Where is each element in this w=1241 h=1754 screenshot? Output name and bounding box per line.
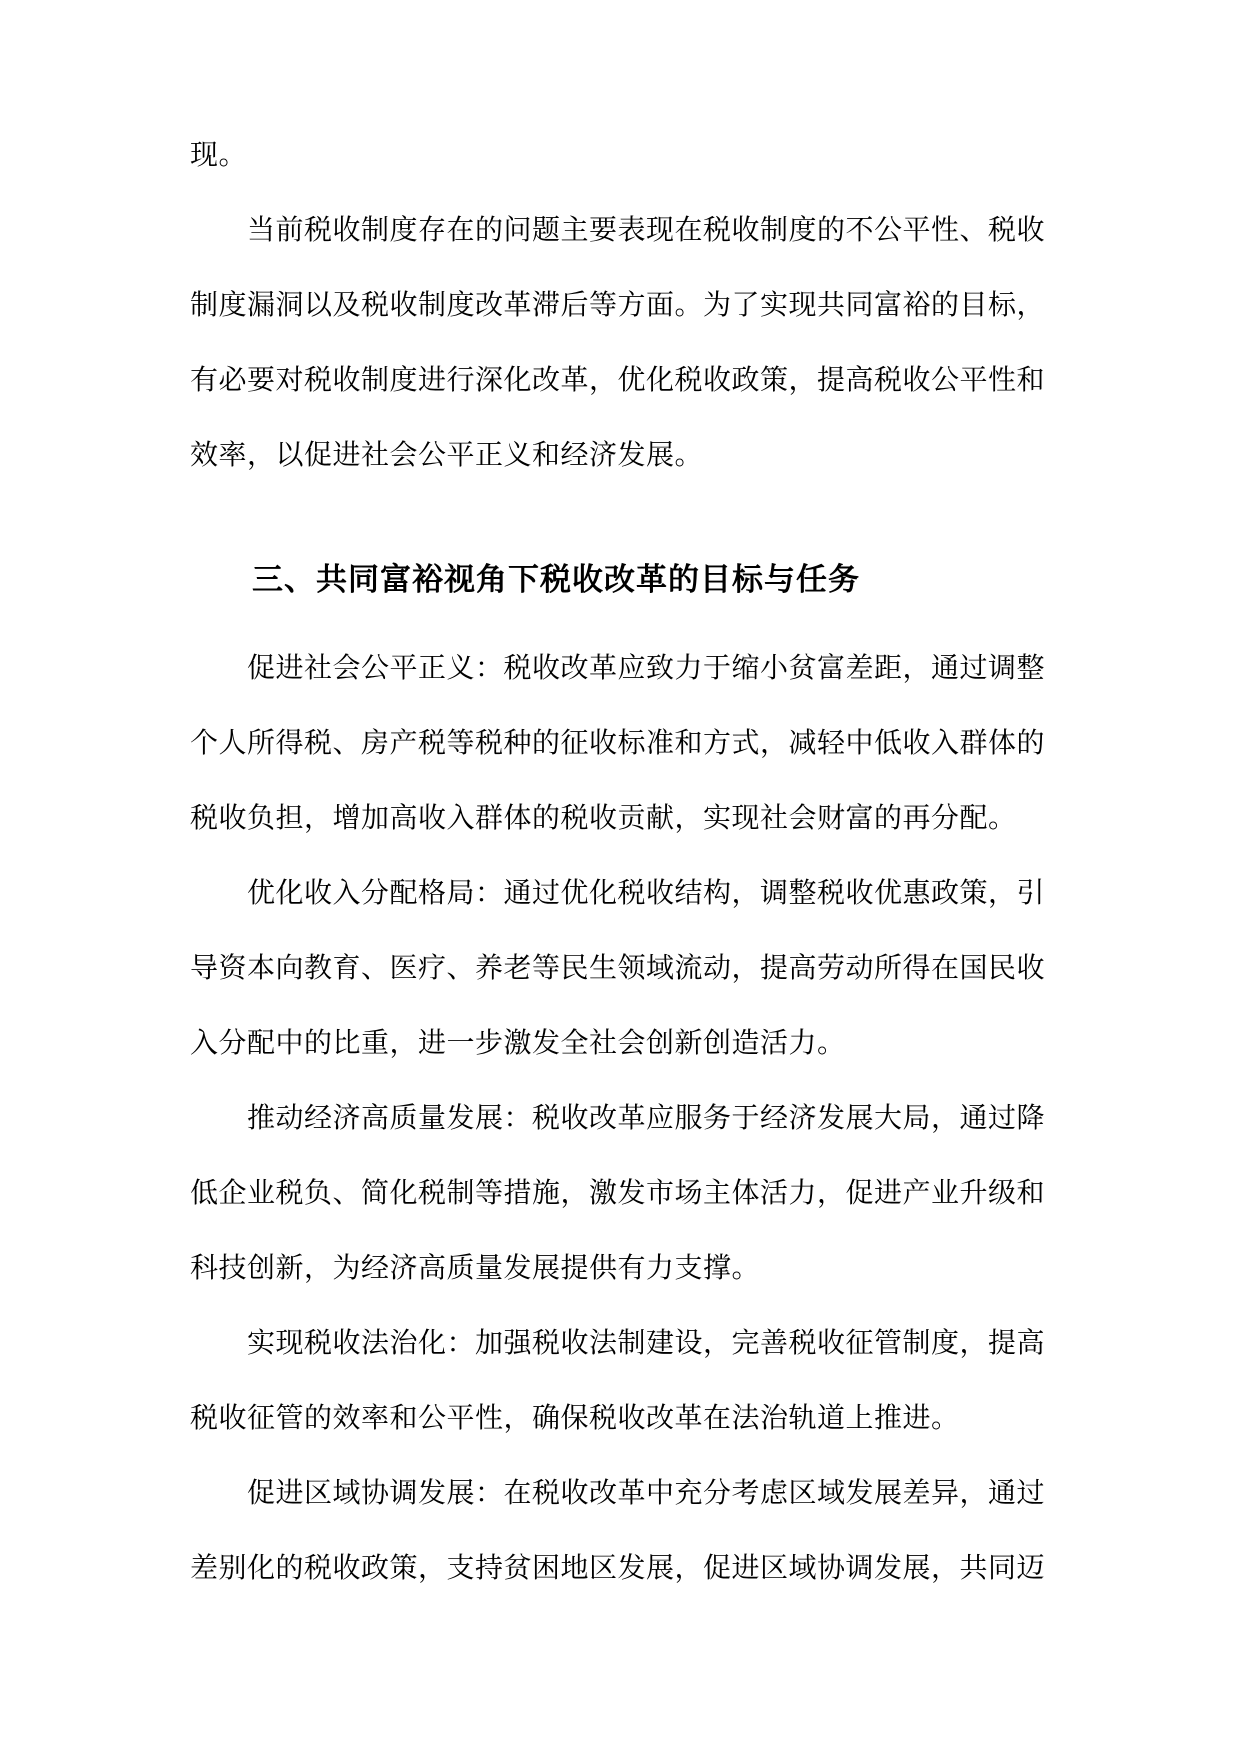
text-line: 科技创新，为经济高质量发展提供有力支撑。	[190, 1251, 761, 1284]
intro-text-block	[190, 117, 1050, 492]
text-line: 有必要对税收制度进行深化改革，优化税收政策，提高税收公平性和	[190, 363, 1046, 396]
text-line: 优化收入分配格局：通过优化税收结构，调整税收优惠政策，引	[190, 876, 1046, 909]
text-line: 税收征管的效率和公平性，确保税收改革在法治轨道上推进。	[190, 1401, 960, 1434]
text-line: 推动经济高质量发展：税收改革应服务于经济发展大局，通过降	[190, 1101, 1046, 1134]
text-line: 差别化的税收政策，支持贫困地区发展，促进区域协调发展，共同迈	[190, 1551, 1046, 1584]
text-line: 导资本向教育、医疗、养老等民生领域流动，提高劳动所得在国民收	[190, 951, 1046, 984]
text-line: 效率，以促进社会公平正义和经济发展。	[190, 438, 704, 471]
text-line: 制度漏洞以及税收制度改革滞后等方面。为了实现共同富裕的目标，	[190, 288, 1046, 321]
text-line: 个人所得税、房产税等税种的征收标准和方式，减轻中低收入群体的	[190, 726, 1046, 759]
section-heading: 三、共同富裕视角下税收改革的目标与任务	[252, 562, 860, 598]
text-line: 促进区域协调发展：在税收改革中充分考虑区域发展差异，通过	[190, 1476, 1046, 1509]
text-line: 实现税收法治化：加强税收法制建设，完善税收征管制度，提高	[190, 1326, 1046, 1359]
text-line: 促进社会公平正义：税收改革应致力于缩小贫富差距，通过调整	[190, 651, 1046, 684]
text-line: 现。	[190, 138, 248, 171]
text-line: 税收负担，增加高收入群体的税收贡献，实现社会财富的再分配。	[190, 801, 1017, 834]
text-line: 低企业税负、简化税制等措施，激发市场主体活力，促进产业升级和	[190, 1176, 1046, 1209]
goals-text-block	[190, 630, 1050, 1605]
text-line: 入分配中的比重，进一步激发全社会创新创造活力。	[190, 1026, 846, 1059]
text-line: 当前税收制度存在的问题主要表现在税收制度的不公平性、税收	[190, 213, 1046, 246]
